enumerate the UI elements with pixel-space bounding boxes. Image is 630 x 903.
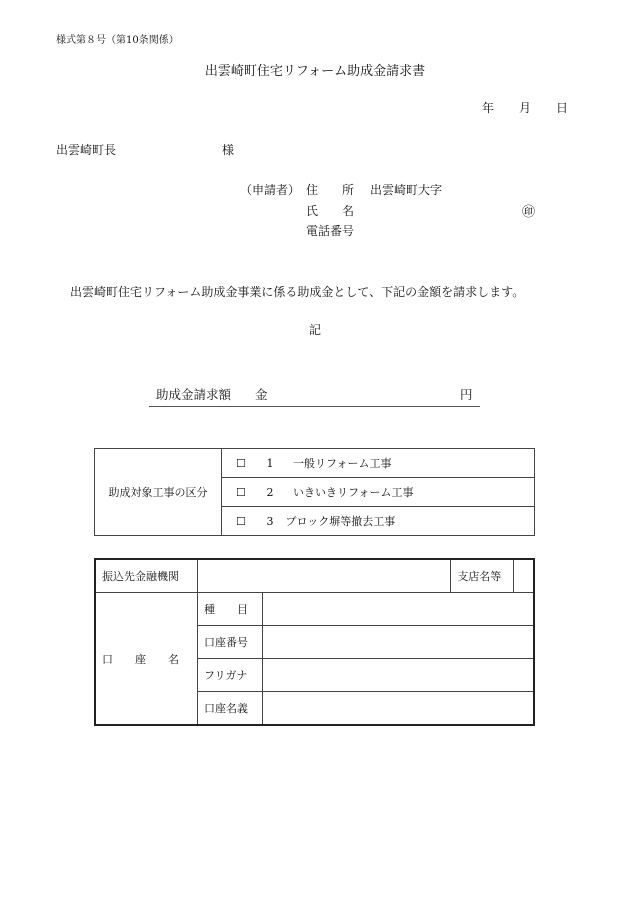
option-number: 1 (266, 457, 274, 470)
document-title: 出雲崎町住宅リフォーム助成金請求書 (204, 64, 426, 79)
branch-field[interactable] (514, 559, 534, 593)
institution-field[interactable] (198, 559, 451, 593)
checkbox-icon[interactable]: ☐ (236, 486, 246, 499)
account-type-field[interactable] (263, 593, 535, 626)
recipient-honorific: 様 (222, 143, 235, 157)
work-type-header: 助成対象工事の区分 (95, 449, 222, 536)
amount-label: 助成金請求額 (156, 387, 232, 402)
checkbox-icon[interactable]: ☐ (236, 515, 246, 528)
account-label: 口 座 名 (95, 593, 198, 726)
address-label: 住 所 (306, 183, 355, 197)
option-label: ブロック塀等撤去工事 (285, 515, 396, 528)
option-number: 2 (266, 486, 274, 499)
name-label: 氏 名 (306, 204, 355, 218)
work-type-table (94, 448, 535, 536)
branch-label: 支店名等 (451, 559, 514, 593)
bank-table (94, 558, 535, 726)
account-type-label: 種 目 (198, 593, 263, 626)
option-label: いきいきリフォーム工事 (293, 486, 414, 499)
recipient-name: 出雲崎町長 (56, 143, 117, 157)
amount-yen: 円 (460, 387, 473, 402)
option-number: 3 (266, 515, 274, 528)
date-month-label: 月 (519, 101, 532, 115)
work-type-option-2[interactable] (222, 478, 535, 507)
work-type-option-1[interactable] (222, 449, 535, 478)
account-holder-label: 口座名義 (198, 692, 263, 726)
checkbox-icon[interactable]: ☐ (236, 457, 246, 470)
furigana-label: フリガナ (198, 659, 263, 692)
date-day-label: 日 (556, 101, 569, 115)
account-holder-field[interactable] (263, 692, 535, 726)
amount-line (149, 385, 480, 407)
seal-mark: ㊞ (522, 205, 536, 220)
phone-label: 電話番号 (306, 224, 355, 238)
form-number: 様式第８号（第10条関係） (56, 35, 179, 46)
institution-label: 振込先金融機関 (95, 559, 198, 593)
account-number-field[interactable] (263, 626, 535, 659)
option-label: 一般リフォーム工事 (293, 457, 392, 470)
furigana-field[interactable] (263, 659, 535, 692)
address-value: 出雲崎町大字 (370, 183, 443, 197)
request-statement: 出雲崎町住宅リフォーム助成金事業に係る助成金として、下記の金額を請求します。 (70, 285, 525, 299)
work-type-option-3[interactable] (222, 507, 535, 536)
applicant-label: （申請者） (240, 183, 301, 197)
ki-marker: 記 (308, 323, 321, 337)
date-year-label: 年 (482, 101, 495, 115)
amount-kin: 金 (255, 387, 268, 402)
account-number-label: 口座番号 (198, 626, 263, 659)
